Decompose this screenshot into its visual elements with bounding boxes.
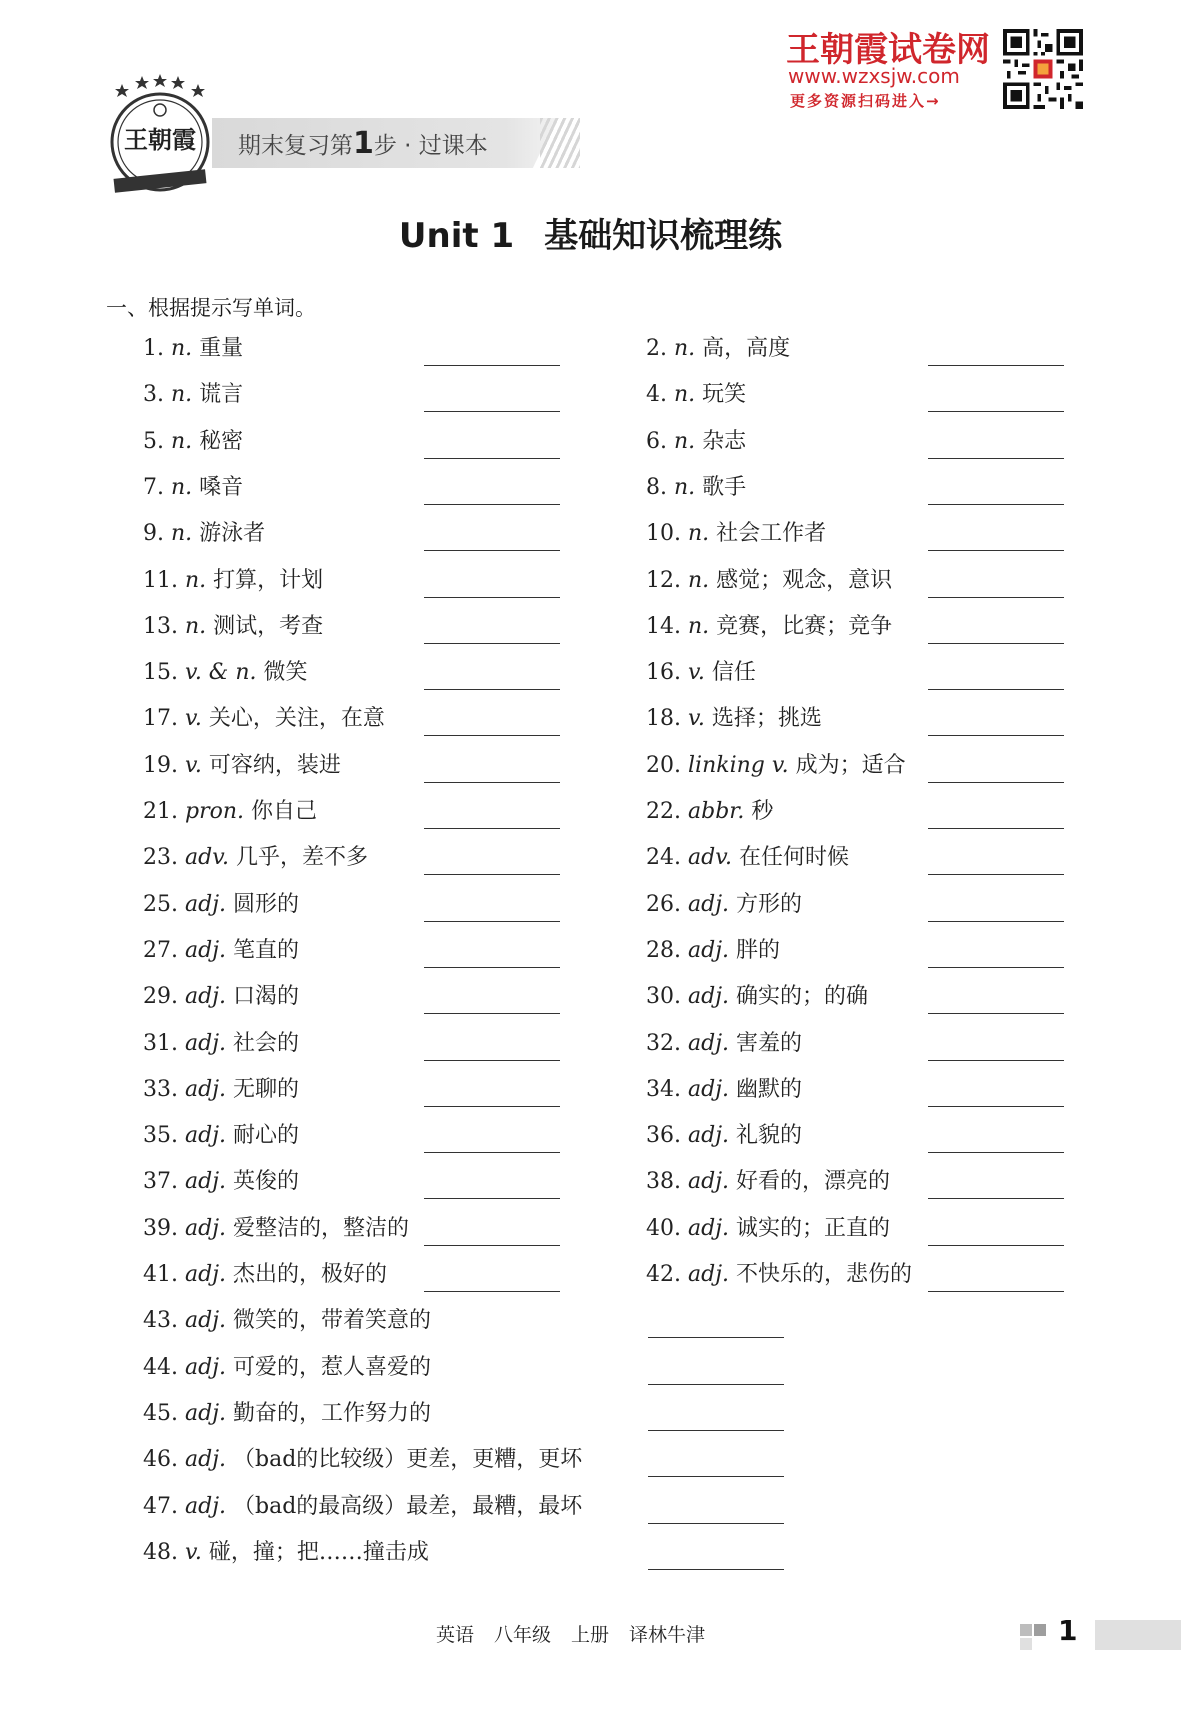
item-part-of-speech: adj. [688,937,730,963]
item-part-of-speech: adj. [185,1030,227,1056]
item-number: 14. [646,613,681,639]
item-meaning: 幽默的 [736,1076,803,1102]
exercise-item [143,982,299,1012]
item-meaning: 秘密 [199,428,244,454]
answer-blank[interactable] [928,874,1064,875]
item-meaning: 玩笑 [702,382,747,408]
answer-blank[interactable] [424,1106,560,1107]
item-meaning: （bad的比较级）更差，更糟，更坏 [233,1447,583,1473]
item-meaning: 微笑 [263,660,308,686]
item-meaning: 关心，关注，在意 [208,706,385,732]
answer-blank[interactable] [424,458,560,459]
item-meaning: 胖的 [736,937,781,963]
item-number: 13. [143,613,178,639]
item-meaning: 爱整洁的，整洁的 [233,1215,410,1241]
item-number: 36. [646,1123,681,1149]
item-number: 19. [143,752,178,778]
item-meaning: 笔直的 [233,937,300,963]
item-number: 46. [143,1447,178,1473]
answer-blank[interactable] [928,967,1064,968]
item-number: 23. [143,845,178,871]
answer-blank[interactable] [928,1106,1064,1107]
item-meaning: 歌手 [702,474,747,500]
item-part-of-speech: v. [185,1539,202,1565]
exercise-item [646,1075,802,1105]
exercise-item [646,473,746,503]
item-part-of-speech: v. [185,706,202,732]
exercise-item [646,982,868,1012]
exercise-item [646,704,822,734]
item-meaning: 杂志 [702,428,747,454]
answer-blank[interactable] [424,1013,560,1014]
answer-blank[interactable] [424,735,560,736]
exercise-item [143,1492,582,1522]
item-part-of-speech: n. [171,474,193,500]
brand-title: 王朝霞试卷网 [786,30,990,70]
item-part-of-speech: adj. [185,1354,227,1380]
exercise-item [143,1214,409,1244]
exercise-item [143,427,243,457]
item-number: 17. [143,706,178,732]
answer-blank[interactable] [424,504,560,505]
item-number: 39. [143,1215,178,1241]
item-part-of-speech: adj. [185,1493,227,1519]
item-part-of-speech: adv. [688,845,733,871]
exercise-item [646,1214,890,1244]
answer-blank[interactable] [424,874,560,875]
item-meaning: 竞赛，比赛；竞争 [716,613,893,639]
answer-blank[interactable] [928,458,1064,459]
item-part-of-speech: n. [171,428,193,454]
answer-blank[interactable] [928,1152,1064,1153]
item-part-of-speech: v. & n. [185,660,257,686]
exercise-item [143,658,308,688]
item-number: 37. [143,1169,178,1195]
item-number: 1. [143,336,164,361]
item-meaning: 碰，撞；把……撞击成 [208,1539,429,1565]
exercise-item [143,936,299,966]
item-part-of-speech: adj. [185,1447,227,1473]
footer-decoration [1034,1624,1046,1636]
item-number: 10. [646,521,681,547]
item-number: 12. [646,567,681,593]
item-part-of-speech: adj. [185,937,227,963]
item-number: 40. [646,1215,681,1241]
exercise-item [143,380,243,410]
item-meaning: 游泳者 [199,521,266,547]
item-meaning: 重量 [199,336,244,361]
step-banner-text: 期末复习第1步 · 过课本 [238,126,488,161]
item-number: 2. [646,336,667,361]
answer-blank[interactable] [424,1152,560,1153]
exercise-item [143,1399,431,1429]
item-meaning: 耐心的 [233,1123,300,1149]
answer-blank[interactable] [928,365,1064,366]
item-meaning: 确实的；的确 [736,984,869,1010]
exercise-item [646,1167,890,1197]
item-meaning: 你自己 [251,799,318,824]
item-part-of-speech: adv. [185,845,230,871]
item-part-of-speech: pron. [185,799,245,824]
answer-blank[interactable] [648,1384,784,1385]
item-part-of-speech: adj. [185,1076,227,1102]
exercise-item [646,751,906,781]
exercise-item [143,519,265,549]
item-meaning: 可容纳，装进 [208,752,341,778]
item-part-of-speech: v. [688,706,705,732]
answer-blank[interactable] [928,689,1064,690]
item-part-of-speech: v. [185,752,202,778]
item-number: 34. [646,1076,681,1102]
exercise-item [143,473,243,503]
item-part-of-speech: adj. [185,891,227,917]
answer-blank[interactable] [424,550,560,551]
item-part-of-speech: abbr. [688,799,745,824]
exercise-item [143,1121,299,1151]
exercise-item [143,612,323,642]
section-heading: 一、根据提示写单词。 [106,296,316,320]
answer-blank[interactable] [424,365,560,366]
item-number: 30. [646,984,681,1010]
item-meaning: 嗓音 [199,474,244,500]
item-part-of-speech: linking v. [688,752,789,778]
item-meaning: 测试，考查 [213,613,324,639]
item-meaning: 微笑的，带着笑意的 [233,1308,432,1334]
item-meaning: 可爱的，惹人喜爱的 [233,1354,432,1380]
item-number: 20. [646,752,681,778]
item-number: 38. [646,1169,681,1195]
item-number: 29. [143,984,178,1010]
item-number: 15. [143,660,178,686]
item-number: 18. [646,706,681,732]
item-meaning: 害羞的 [736,1030,803,1056]
item-part-of-speech: adj. [185,1400,227,1426]
item-number: 4. [646,382,667,408]
item-part-of-speech: adj. [688,1123,730,1149]
answer-blank[interactable] [424,828,560,829]
exercise-item [646,427,746,457]
exercise-item [646,1260,912,1290]
answer-blank[interactable] [928,1013,1064,1014]
item-number: 9. [143,521,164,547]
item-part-of-speech: adj. [688,1076,730,1102]
item-number: 21. [143,799,178,824]
answer-blank[interactable] [928,1291,1064,1292]
item-number: 25. [143,891,178,917]
answer-blank[interactable] [424,1060,560,1061]
item-part-of-speech: n. [171,382,193,408]
exercise-item [143,1167,299,1197]
item-part-of-speech: n. [688,567,710,593]
item-number: 5. [143,428,164,454]
answer-blank[interactable] [424,782,560,783]
item-part-of-speech: n. [688,613,710,639]
item-part-of-speech: n. [674,428,696,454]
item-meaning: 感觉；观念，意识 [716,567,893,593]
item-number: 31. [143,1030,178,1056]
exercise-item [143,751,341,781]
exercise-item [646,797,773,827]
exercise-item [143,704,385,734]
item-meaning: 圆形的 [233,891,300,917]
item-meaning: 方形的 [736,891,803,917]
answer-blank[interactable] [424,1198,560,1199]
item-number: 6. [646,428,667,454]
exercise-item [646,843,849,873]
item-meaning: 秒 [751,799,774,824]
page-title: Unit 1 基础知识梳理练 [398,216,783,256]
exercise-item [646,519,826,549]
banner-stripes [540,118,580,168]
exercise-item [646,380,746,410]
item-part-of-speech: n. [185,567,207,593]
exercise-item [143,566,323,596]
item-part-of-speech: n. [688,521,710,547]
answer-blank[interactable] [648,1569,784,1570]
item-part-of-speech: adj. [688,984,730,1010]
item-number: 24. [646,845,681,871]
exercise-item [646,1121,802,1151]
answer-blank[interactable] [928,782,1064,783]
page-number: 1 [1058,1614,1078,1647]
item-meaning: 诚实的；正直的 [736,1215,891,1241]
exercise-item [143,890,299,920]
qr-code-icon[interactable] [1003,29,1083,109]
exercise-item [143,1260,387,1290]
footer-bar [1095,1620,1181,1650]
item-meaning: 勤奋的，工作努力的 [233,1400,432,1426]
item-number: 22. [646,799,681,824]
item-number: 47. [143,1493,178,1519]
footer-decoration [1020,1638,1032,1650]
item-meaning: 不快乐的，悲伤的 [736,1262,913,1287]
item-part-of-speech: n. [171,521,193,547]
exercise-item [646,566,892,596]
item-part-of-speech: adj. [688,1215,730,1241]
item-number: 32. [646,1030,681,1056]
item-number: 26. [646,891,681,917]
item-meaning: 社会工作者 [716,521,827,547]
item-part-of-speech: adj. [688,1169,730,1195]
exercise-item [143,1075,299,1105]
item-number: 43. [143,1308,178,1334]
answer-blank[interactable] [424,1291,560,1292]
item-number: 8. [646,474,667,500]
item-meaning: 英俊的 [233,1169,300,1195]
item-meaning: 成为；适合 [795,752,906,778]
answer-blank[interactable] [424,411,560,412]
item-meaning: 高，高度 [702,336,791,361]
brand-scan-prompt: 更多资源扫码进入→ [790,92,941,110]
exercise-item [646,334,790,364]
item-meaning: 谎言 [199,382,244,408]
answer-blank[interactable] [928,550,1064,551]
answer-blank[interactable] [424,921,560,922]
exercise-item [143,1029,299,1059]
item-part-of-speech: adj. [688,1030,730,1056]
exercise-item [646,936,780,966]
exercise-item [143,843,368,873]
item-part-of-speech: n. [674,474,696,500]
item-number: 11. [143,567,178,593]
item-number: 35. [143,1123,178,1149]
footer-book-info: 英语 八年级 上册 译林牛津 [435,1624,706,1646]
item-number: 7. [143,474,164,500]
footer-decoration [1020,1624,1032,1636]
answer-blank[interactable] [928,643,1064,644]
item-part-of-speech: adj. [688,1262,730,1287]
answer-blank[interactable] [424,1245,560,1246]
answer-blank[interactable] [648,1430,784,1431]
item-part-of-speech: n. [674,336,696,361]
brand-logo-icon [100,74,220,204]
item-part-of-speech: n. [674,382,696,408]
answer-blank[interactable] [424,689,560,690]
item-part-of-speech: v. [688,660,705,686]
item-meaning: 在任何时候 [739,845,850,871]
item-part-of-speech: n. [171,336,193,361]
item-number: 28. [646,937,681,963]
item-meaning: 礼貌的 [736,1123,803,1149]
item-number: 3. [143,382,164,408]
item-part-of-speech: n. [185,613,207,639]
item-number: 27. [143,937,178,963]
item-part-of-speech: adj. [185,1308,227,1334]
item-part-of-speech: adj. [185,1169,227,1195]
exercise-item [143,1353,431,1383]
exercise-item [143,1306,431,1336]
answer-blank[interactable] [928,411,1064,412]
item-meaning: 社会的 [233,1030,300,1056]
item-meaning: 信任 [711,660,756,686]
item-meaning: 几乎，差不多 [236,845,369,871]
item-meaning: 打算，计划 [213,567,324,593]
item-part-of-speech: adj. [688,891,730,917]
exercise-item [646,1029,802,1059]
answer-blank[interactable] [928,921,1064,922]
exercise-item [646,612,892,642]
item-meaning: 好看的，漂亮的 [736,1169,891,1195]
item-number: 16. [646,660,681,686]
answer-blank[interactable] [928,1060,1064,1061]
item-meaning: 口渴的 [233,984,300,1010]
answer-blank[interactable] [928,597,1064,598]
item-meaning: 无聊的 [233,1076,300,1102]
item-number: 45. [143,1400,178,1426]
answer-blank[interactable] [928,828,1064,829]
answer-blank[interactable] [648,1523,784,1524]
answer-blank[interactable] [648,1476,784,1477]
exercise-item [143,797,317,827]
item-meaning: （bad的最高级）最差，最糟，最坏 [233,1493,583,1519]
item-part-of-speech: adj. [185,1215,227,1241]
item-part-of-speech: adj. [185,984,227,1010]
item-number: 41. [143,1262,178,1287]
exercise-item [143,1445,582,1475]
answer-blank[interactable] [424,597,560,598]
exercise-item [143,1538,429,1568]
answer-blank[interactable] [928,1198,1064,1199]
item-meaning: 选择；挑选 [711,706,822,732]
answer-blank[interactable] [424,643,560,644]
answer-blank[interactable] [648,1337,784,1338]
exercise-item [646,658,756,688]
item-number: 42. [646,1262,681,1287]
item-part-of-speech: adj. [185,1262,227,1287]
item-number: 48. [143,1539,178,1565]
answer-blank[interactable] [928,504,1064,505]
answer-blank[interactable] [928,735,1064,736]
answer-blank[interactable] [928,1245,1064,1246]
item-part-of-speech: adj. [185,1123,227,1149]
answer-blank[interactable] [424,967,560,968]
item-meaning: 杰出的，极好的 [233,1262,388,1287]
brand-url[interactable]: www.wzxsjw.com [788,64,960,88]
item-number: 33. [143,1076,178,1102]
exercise-item [143,334,243,364]
svg-text:王朝霞: 王朝霞 [124,125,196,154]
exercise-item [646,890,802,920]
item-number: 44. [143,1354,178,1380]
